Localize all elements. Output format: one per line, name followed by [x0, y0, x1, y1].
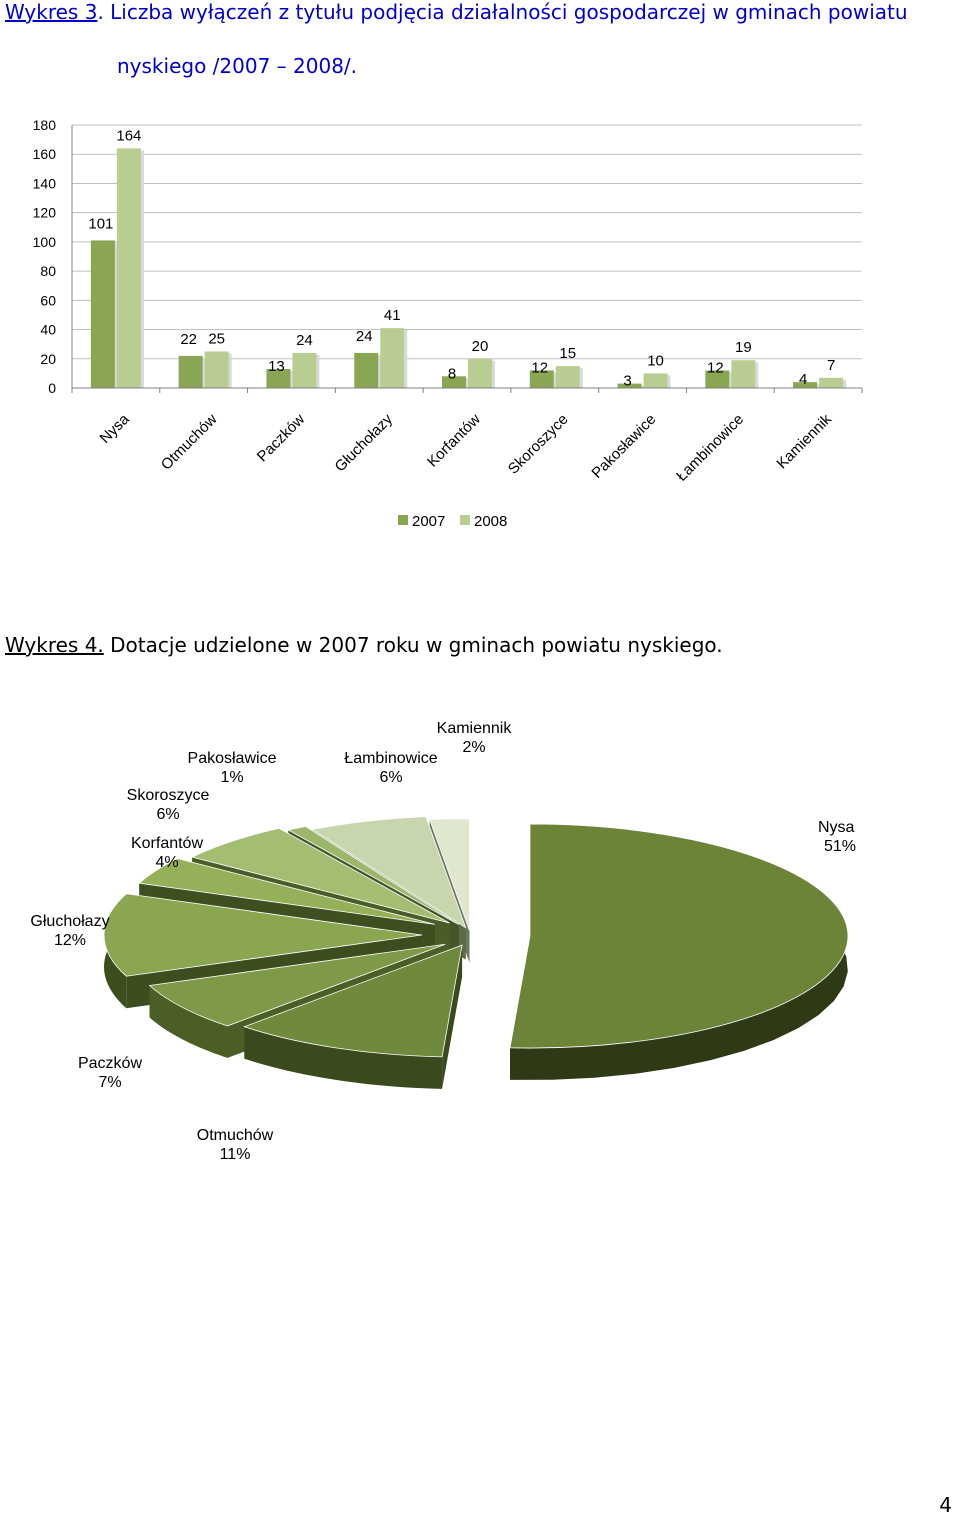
y-tick-label: 40 — [40, 321, 56, 338]
bar-2008 — [205, 351, 229, 388]
x-tick-label: Paczków — [253, 410, 309, 466]
pie-slice-nysa — [510, 824, 848, 1080]
data-label-2007: 101 — [88, 215, 114, 233]
pie-label-value: 7% — [98, 1074, 122, 1091]
x-tick-label: Pakosławice — [588, 410, 660, 482]
y-tick-label: 60 — [40, 292, 56, 309]
bar-2007 — [354, 353, 378, 388]
pie-label-value: 1% — [220, 769, 244, 786]
y-tick-label: 80 — [40, 263, 56, 280]
bar-shadow — [580, 368, 583, 388]
page-number: 4 — [939, 1493, 952, 1517]
bar-2008 — [468, 359, 492, 388]
pie-label-name: Kamiennik — [436, 720, 512, 737]
pie-chart — [0, 700, 960, 1160]
bar-2008 — [117, 148, 141, 388]
data-label-2007: 12 — [531, 359, 549, 377]
chart2-caption — [5, 633, 723, 657]
legend-swatch-2007 — [398, 515, 408, 525]
bar-2008 — [644, 373, 668, 388]
pie-label-name: Paczków — [77, 1055, 143, 1072]
data-label-2007: 3 — [623, 372, 632, 390]
pie-label-value: 4% — [155, 854, 179, 871]
bar-chart — [0, 100, 960, 550]
bar-2008 — [556, 366, 580, 388]
pie-label-name: Korfantów — [130, 835, 204, 852]
bar-shadow — [843, 380, 846, 388]
bar-2007 — [179, 356, 203, 388]
x-tick-label: Nysa — [96, 410, 133, 448]
data-label-2008: 15 — [559, 345, 577, 363]
data-label-2007: 24 — [355, 327, 373, 345]
y-tick-label: 0 — [48, 380, 56, 396]
chart2-caption-text: Dotacje udzielone w 2007 roku w gminach powiatu nyskiego. — [103, 633, 723, 657]
pie-label-value: 51% — [824, 838, 857, 855]
data-label-2008: 24 — [296, 331, 313, 349]
pie-label-name: Otmuchów — [196, 1127, 274, 1144]
x-tick-label: Skoroszyce — [504, 410, 572, 478]
x-tick-label: Korfantów — [424, 410, 484, 471]
pie-label-value: 2% — [462, 739, 486, 756]
y-tick-label: 160 — [32, 146, 56, 163]
bar-shadow — [668, 375, 671, 388]
y-tick-label: 180 — [32, 117, 56, 133]
pie-label-value: 6% — [379, 769, 403, 786]
bar-shadow — [404, 330, 407, 388]
pie-label-name: Nysa — [818, 819, 855, 836]
bar-shadow — [492, 361, 495, 388]
data-label-2007: 13 — [268, 358, 285, 376]
y-tick-label: 20 — [40, 350, 56, 367]
data-label-2008: 10 — [647, 352, 664, 370]
data-label-2008: 25 — [208, 330, 226, 348]
data-label-2007: 12 — [706, 359, 724, 377]
pie-label-value: 11% — [219, 1146, 251, 1160]
bar-shadow — [316, 355, 319, 388]
y-tick-label: 100 — [32, 233, 56, 250]
data-label-2007: 22 — [180, 330, 198, 348]
data-label-2008: 19 — [734, 339, 752, 357]
chart1-caption-label: Wykres 3 — [5, 0, 98, 24]
x-tick-label: Kamiennik — [773, 410, 835, 473]
data-label-2008: 41 — [383, 307, 401, 325]
pie-label-name: Głuchołazy — [30, 913, 110, 930]
chart1-caption — [5, 0, 908, 24]
data-label-2007: 4 — [798, 371, 808, 389]
legend-label-2008: 2008 — [474, 513, 508, 530]
pie-label-value: 12% — [53, 932, 87, 949]
x-tick-label: Otmuchów — [157, 410, 221, 474]
pie-label-name: Łambinowice — [344, 750, 438, 767]
bar-2008 — [731, 360, 755, 388]
bar-shadow — [141, 150, 144, 388]
y-tick-label: 120 — [32, 204, 56, 221]
chart1-caption-line2: nyskiego /2007 – 2008/. — [117, 54, 358, 78]
pie-label-name: Pakosławice — [187, 750, 277, 767]
legend-swatch-2008 — [460, 515, 470, 525]
x-tick-label: Łambinowice — [673, 410, 748, 485]
bar-2008 — [380, 328, 404, 388]
bar-shadow — [755, 362, 758, 388]
bar-shadow — [229, 353, 232, 388]
bar-2008 — [819, 378, 843, 388]
legend-label-2007: 2007 — [412, 513, 446, 530]
bar-2007 — [91, 240, 115, 388]
data-label-2008: 7 — [826, 356, 836, 374]
chart1-caption-text: . Liczba wyłączeń z tytułu podjęcia działalności gospodarczej w gminach powiatu — [97, 0, 908, 24]
data-label-2008: 20 — [471, 337, 489, 355]
bar-2008 — [292, 353, 316, 388]
y-tick-label: 140 — [32, 175, 56, 192]
data-label-2007: 8 — [447, 365, 457, 383]
pie-label-name: Skoroszyce — [126, 787, 210, 804]
x-tick-label: Głuchołazy — [331, 410, 397, 476]
pie-label-value: 6% — [156, 806, 180, 823]
chart2-caption-label: Wykres 4. — [5, 633, 104, 657]
data-label-2008: 164 — [116, 127, 142, 145]
